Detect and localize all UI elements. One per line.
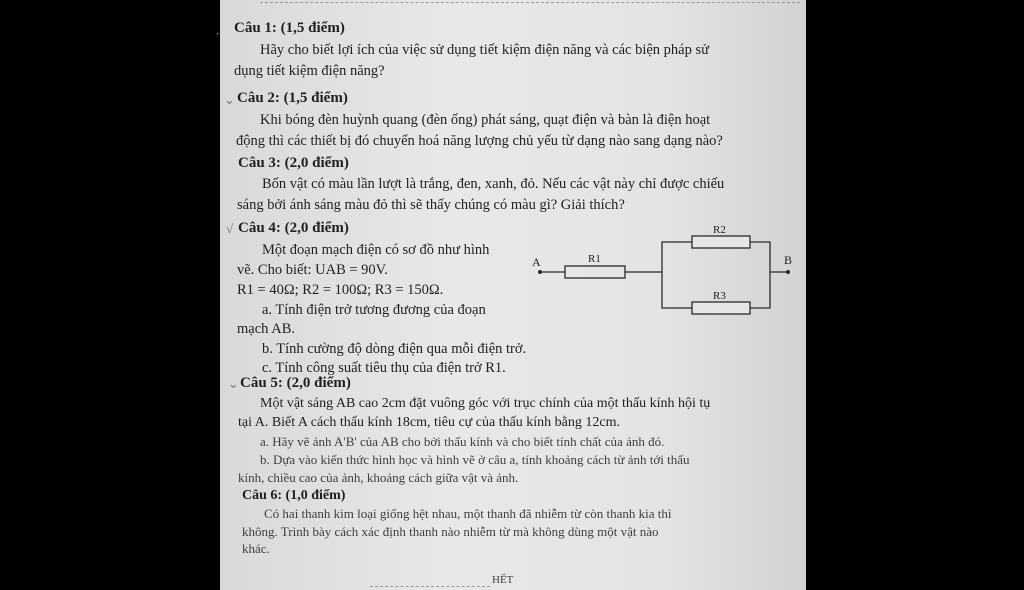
q4-line6: b. Tính cường độ dòng điện qua mỗi điện trở. — [262, 341, 527, 357]
q2-line1: Khi bóng đèn huỳnh quang (đèn ống) phát sáng, quạt điện và bàn là điện hoạt — [260, 112, 711, 128]
q6-line3: khác. — [242, 541, 270, 556]
circuit-diagram — [530, 224, 800, 324]
q3-line1: Bốn vật có màu lần lượt là trắng, đen, xanh, đỏ. Nếu các vật này chỉ được chiếu — [262, 176, 725, 192]
footer-end: HẾT — [492, 574, 514, 586]
resistor-r3 — [692, 302, 750, 314]
q4-line7: c. Tính công suất tiêu thụ của điện trở R1. — [262, 360, 506, 376]
q1-line1: Hãy cho biết lợi ích của việc sử dụng tiết kiệm điện năng và các biện pháp sử — [260, 42, 709, 58]
q4-line5: mạch AB. — [237, 321, 295, 337]
q1-title: Câu 1: (1,5 điểm) — [234, 20, 345, 36]
label-b: B — [784, 253, 793, 267]
q2-title: Câu 2: (1,5 điểm) — [237, 90, 348, 106]
label-r1: R1 — [588, 253, 601, 265]
q5-line2: tại A. Biết A cách thấu kính 18cm, tiêu cự của thấu kính bằng 12cm. — [238, 415, 620, 430]
pencil-tick-mark: , — [216, 22, 220, 37]
pencil-tick-mark: ⌄ — [224, 92, 235, 107]
q5-line5: kính, chiều cao của ảnh, khoảng cách giữa vật và ảnh. — [238, 470, 519, 485]
label-r3: R3 — [713, 290, 726, 302]
q3-line2: sáng bởi ánh sáng màu đỏ thì sẽ thấy chúng có màu gì? Giải thích? — [237, 197, 625, 213]
q4-title: Câu 4: (2,0 điểm) — [238, 220, 349, 236]
q5-line3: a. Hãy vẽ ảnh A'B' của AB cho bởi thấu kính và cho biết tính chất của ảnh đó. — [260, 434, 665, 449]
resistor-r2 — [692, 236, 750, 248]
q6-title: Câu 6: (1,0 điểm) — [242, 488, 346, 503]
q4-line3: R1 = 40Ω; R2 = 100Ω; R3 = 150Ω. — [237, 282, 444, 298]
q5-line1: Một vật sáng AB cao 2cm đặt vuông góc với trục chính của một thấu kính hội tụ — [260, 396, 711, 411]
pencil-tick-mark: ⌄ — [228, 376, 239, 391]
terminal-b — [786, 270, 790, 274]
q5-title: Câu 5: (2,0 điểm) — [240, 375, 351, 391]
q6-line1: Có hai thanh kim loại giống hệt nhau, một thanh đã nhiễm từ còn thanh kia thì — [264, 506, 672, 521]
label-a: A — [532, 255, 541, 269]
top-divider — [260, 2, 800, 3]
q4-line2: vẽ. Cho biết: UAB = 90V. — [237, 262, 388, 278]
q2-line2: động thì các thiết bị đó chuyển hoá năng lượng chủ yếu từ dạng nào sang dạng nào? — [236, 133, 723, 149]
pencil-tick-mark: √ — [226, 221, 234, 236]
q5-line4: b. Dựa vào kiến thức hình học và hình vẽ ở câu a, tính khoảng cách từ ảnh tới thấu — [260, 452, 690, 467]
q3-title: Câu 3: (2,0 điểm) — [238, 155, 349, 171]
terminal-a — [538, 270, 542, 274]
resistor-r1 — [565, 266, 625, 278]
q4-line4: a. Tính điện trở tương đương của đoạn — [262, 302, 486, 318]
q4-line1: Một đoạn mạch điện có sơ đồ như hình — [262, 242, 490, 258]
q1-line2: dụng tiết kiệm điện năng? — [234, 63, 385, 79]
label-r2: R2 — [713, 224, 726, 236]
exam-paper — [216, 0, 806, 590]
bottom-divider — [370, 586, 490, 587]
q6-line2: không. Trình bày cách xác định thanh nào nhiễm từ mà không dùng một vật nào — [242, 524, 659, 539]
